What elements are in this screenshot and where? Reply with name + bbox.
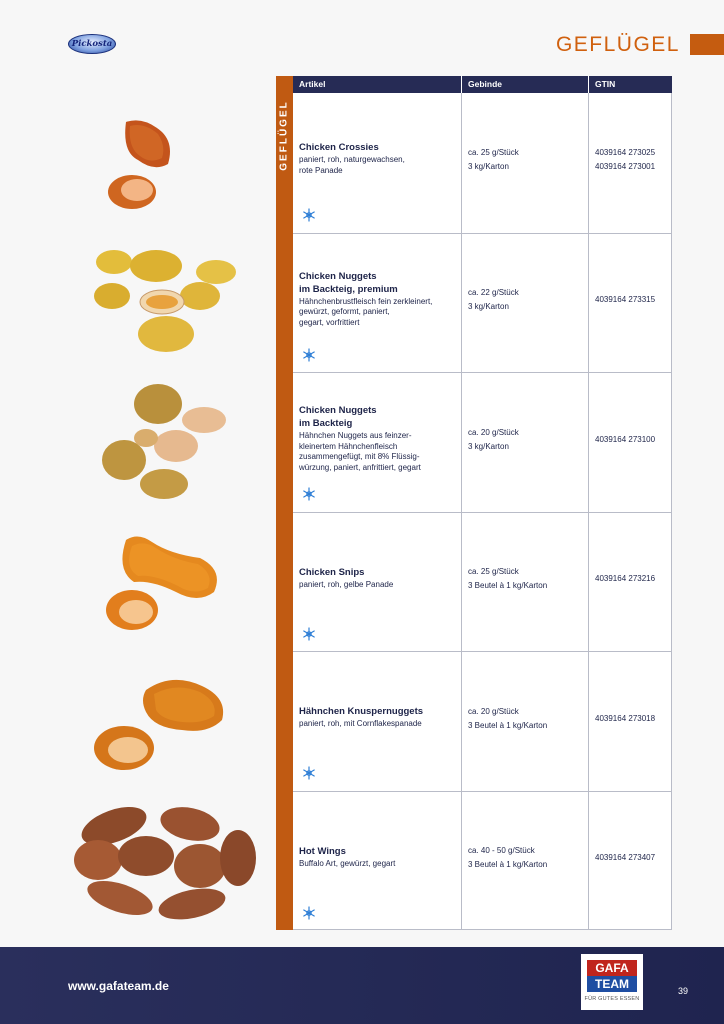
gtin-value: 4039164 273100: [595, 434, 656, 444]
cell-gebinde: [468, 93, 588, 232]
cell-artikel: [299, 792, 457, 931]
product-description: Hähnchen Nuggets aus feinzer- kleinertem Hähnchenfleisch zusammengefügt, mit 8% Flüssig- würzung, paniert, anfrittiert, gegart: [299, 431, 421, 472]
cell-gebinde: [468, 234, 588, 373]
page-number: 39: [678, 986, 689, 996]
product-photo-haehnchen-knuspernuggets: [92, 672, 232, 774]
table-row: [293, 93, 672, 232]
category-sidebar-label: GEFLÜGEL: [279, 99, 291, 171]
column-header-artikel: Artikel: [299, 79, 326, 89]
gebinde-line: ca. 25 g/Stück: [468, 147, 519, 157]
frozen-snowflake-icon: [302, 627, 316, 641]
gebinde-line: 3 kg/Karton: [468, 161, 509, 171]
cell-gtin: [595, 373, 670, 512]
table-row: [293, 791, 672, 930]
cell-gtin: [595, 234, 670, 373]
cell-gtin: [595, 792, 670, 931]
frozen-snowflake-icon: [302, 208, 316, 222]
gtin-value: 4039164 273407: [595, 853, 656, 862]
product-description: Buffalo Art, gewürzt, gegart: [299, 858, 396, 868]
product-photo-chicken-nuggets-premium: [90, 244, 240, 356]
cell-artikel: [299, 652, 457, 791]
cell-artikel: [299, 234, 457, 373]
pickosta-logo: Pickosta: [68, 34, 116, 54]
cell-gebinde: [468, 652, 588, 791]
table-row: [293, 651, 672, 790]
product-description: paniert, roh, mit Cornflakespanade: [299, 719, 422, 729]
product-photo-chicken-snips: [104, 530, 226, 636]
product-photo-chicken-crossies: [104, 112, 174, 216]
gtin-value: 4039164 273315: [595, 295, 656, 304]
gtin-value: 4039164 273018: [595, 713, 656, 723]
cell-artikel: [299, 373, 457, 512]
header-divider: [461, 76, 462, 93]
website-link[interactable]: www.gafateam.de: [68, 979, 169, 993]
gebinde-line: ca. 25 g/Stück: [468, 567, 519, 576]
column-header-gebinde: Gebinde: [468, 79, 503, 89]
gebinde-line: 3 Beutel à 1 kg/Karton: [468, 860, 548, 869]
cell-artikel: [299, 93, 457, 232]
table-row: [293, 233, 672, 372]
category-sidebar: [276, 76, 293, 930]
gebinde-line: ca. 22 g/Stück: [468, 288, 519, 297]
gafa-team-logo: GAFA TEAM FÜR GUTES ESSEN: [581, 954, 643, 1010]
gtin-value: 4039164 273001: [595, 161, 656, 171]
title-accent-bar: [690, 34, 724, 55]
gtin-value: 4039164 273216: [595, 574, 656, 583]
product-name: Chicken Snips: [299, 566, 365, 578]
product-description: paniert, roh, naturgewachsen, rote Panade: [299, 155, 405, 175]
product-name: Chicken Nuggets im Backteig: [299, 405, 377, 429]
product-table: [293, 76, 672, 930]
cell-gebinde: [468, 513, 588, 652]
gebinde-line: ca. 40 - 50 g/Stück: [468, 846, 535, 855]
product-description: Hähnchenbrustfleisch fein zerkleinert, gewürzt, geformt, paniert, gegart, vorfrittiert: [299, 296, 433, 327]
product-name: Chicken Crossies: [299, 142, 379, 153]
cell-gtin: [595, 513, 670, 652]
gebinde-line: 3 Beutel à 1 kg/Karton: [468, 720, 548, 730]
gebinde-line: 3 kg/Karton: [468, 441, 509, 451]
gebinde-line: ca. 20 g/Stück: [468, 706, 519, 716]
gebinde-line: 3 kg/Karton: [468, 302, 509, 311]
frozen-snowflake-icon: [302, 906, 316, 920]
product-description: paniert, roh, gelbe Panade: [299, 579, 394, 589]
product-name: Hähnchen Knuspernuggets: [299, 706, 424, 718]
column-header-gtin: GTIN: [595, 79, 616, 89]
gebinde-line: 3 Beutel à 1 kg/Karton: [468, 581, 548, 590]
cell-gtin: [595, 93, 670, 232]
product-name: Chicken Nuggets im Backteig, premium: [299, 270, 398, 295]
section-title: GEFLÜGEL: [555, 33, 680, 56]
frozen-snowflake-icon: [302, 766, 316, 780]
product-photo-hot-wings: [72, 800, 260, 928]
cell-gebinde: [468, 373, 588, 512]
frozen-snowflake-icon: [302, 348, 316, 362]
table-row: [293, 512, 672, 651]
frozen-snowflake-icon: [302, 487, 316, 501]
product-photo-chicken-nuggets-backteig: [100, 380, 230, 502]
table-row: [293, 372, 672, 511]
table-header: [293, 76, 672, 93]
cell-gebinde: [468, 792, 588, 931]
cell-artikel: [299, 513, 457, 652]
gebinde-line: ca. 20 g/Stück: [468, 427, 519, 437]
cell-gtin: [595, 652, 670, 791]
header-divider: [588, 76, 589, 93]
product-name: Hot Wings: [299, 845, 346, 857]
gtin-value: 4039164 273025: [595, 147, 656, 157]
